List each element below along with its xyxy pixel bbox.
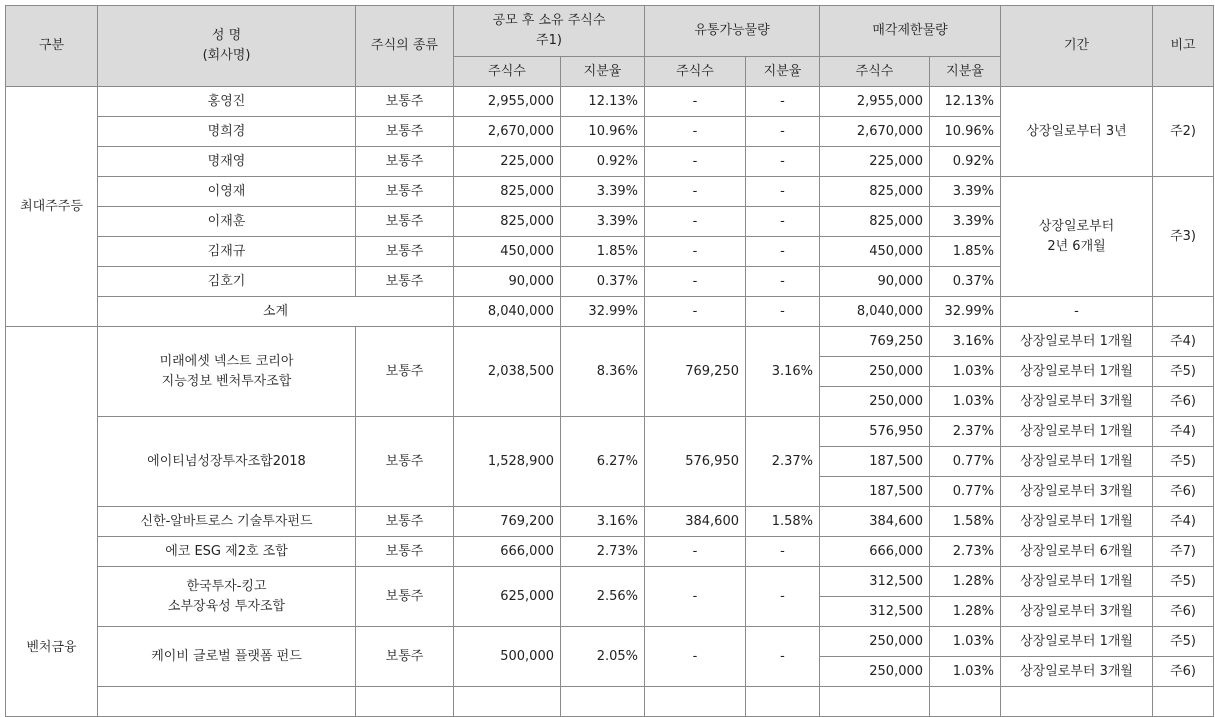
restricted-shares: 250,000	[820, 627, 930, 657]
empty-cell	[356, 687, 454, 717]
subtotal-period: -	[1001, 297, 1153, 327]
tradable-shares: -	[645, 537, 746, 567]
table-row	[6, 567, 1214, 597]
remark-note: 주2)	[1153, 87, 1214, 177]
header-post-ipo-shares: 주식수	[454, 57, 561, 87]
header-gubun: 구분	[6, 6, 98, 87]
lockup-period-line1: 상장일로부터	[1038, 218, 1115, 234]
post-ipo-shares: 450,000	[454, 237, 561, 267]
stock-type: 보통주	[356, 417, 454, 507]
stock-type: 보통주	[356, 147, 454, 177]
empty-cell	[645, 687, 746, 717]
group-label-major: 최대주주등	[6, 87, 98, 327]
table-body	[6, 87, 1214, 717]
subtotal-row	[6, 297, 1214, 327]
restricted-ratio: 2.37%	[930, 417, 1001, 447]
table-row-partial	[6, 687, 1214, 717]
stock-type: 보통주	[356, 567, 454, 627]
post-ipo-ratio: 3.39%	[561, 207, 645, 237]
remark-note: 주5)	[1153, 447, 1214, 477]
post-ipo-ratio: 8.36%	[561, 327, 645, 417]
restricted-shares: 250,000	[820, 657, 930, 687]
subtotal-shares: 8,040,000	[454, 297, 561, 327]
post-ipo-shares: 666,000	[454, 537, 561, 567]
stock-type: 보통주	[356, 627, 454, 687]
post-ipo-shares: 625,000	[454, 567, 561, 627]
post-ipo-shares: 769,200	[454, 507, 561, 537]
header-tradable: 유통가능물량	[645, 6, 820, 57]
restricted-shares: 312,500	[820, 567, 930, 597]
stock-type: 보통주	[356, 177, 454, 207]
restricted-ratio: 10.96%	[930, 117, 1001, 147]
empty-cell	[561, 687, 645, 717]
remark-note: 주6)	[1153, 657, 1214, 687]
remark-note: 주4)	[1153, 507, 1214, 537]
tradable-ratio: -	[746, 267, 820, 297]
post-ipo-shares: 2,670,000	[454, 117, 561, 147]
group-label-venture: 벤처금융	[6, 327, 98, 717]
subtotal-tradable-shares: -	[645, 297, 746, 327]
empty-cell	[1001, 687, 1153, 717]
holder-name: 명재영	[98, 147, 356, 177]
restricted-ratio: 3.39%	[930, 207, 1001, 237]
lockup-period: 상장일로부터 1개월	[1001, 417, 1153, 447]
lockup-period: 상장일로부터 3개월	[1001, 387, 1153, 417]
tradable-shares: -	[645, 207, 746, 237]
remark-note: 주4)	[1153, 327, 1214, 357]
lockup-period: 상장일로부터 6개월	[1001, 537, 1153, 567]
header-tradable-shares: 주식수	[645, 57, 746, 87]
header-restricted-shares: 주식수	[820, 57, 930, 87]
fund-name-line1: 한국투자-킹고	[186, 578, 267, 594]
tradable-shares: 384,600	[645, 507, 746, 537]
remark-note: 주6)	[1153, 387, 1214, 417]
stock-type: 보통주	[356, 327, 454, 417]
empty-cell	[746, 687, 820, 717]
tradable-ratio: -	[746, 537, 820, 567]
subtotal-note	[1153, 297, 1214, 327]
restricted-shares: 312,500	[820, 597, 930, 627]
tradable-ratio: -	[746, 117, 820, 147]
lockup-period: 상장일로부터 1개월	[1001, 507, 1153, 537]
tradable-shares: 576,950	[645, 417, 746, 507]
restricted-shares: 2,670,000	[820, 117, 930, 147]
restricted-shares: 225,000	[820, 147, 930, 177]
header-name-line1: 성 명	[211, 28, 242, 43]
tradable-ratio: -	[746, 87, 820, 117]
empty-cell	[820, 687, 930, 717]
table-row	[6, 87, 1214, 117]
restricted-ratio: 12.13%	[930, 87, 1001, 117]
stock-type: 보통주	[356, 267, 454, 297]
subtotal-ratio: 32.99%	[561, 297, 645, 327]
header-name	[98, 6, 356, 87]
tradable-ratio: -	[746, 207, 820, 237]
restricted-ratio: 1.28%	[930, 597, 1001, 627]
stock-type: 보통주	[356, 87, 454, 117]
lockup-period: 상장일로부터 1개월	[1001, 567, 1153, 597]
header-post-ipo-line2: 주1)	[536, 33, 562, 48]
remark-note: 주7)	[1153, 537, 1214, 567]
post-ipo-ratio: 2.73%	[561, 537, 645, 567]
remark-note: 주5)	[1153, 567, 1214, 597]
restricted-ratio: 1.58%	[930, 507, 1001, 537]
header-name-line2: (회사명)	[202, 48, 251, 63]
header-post-ipo-ratio: 지분율	[561, 57, 645, 87]
fund-name	[98, 567, 356, 627]
restricted-ratio: 3.16%	[930, 327, 1001, 357]
post-ipo-shares: 1,528,900	[454, 417, 561, 507]
tradable-shares: 769,250	[645, 327, 746, 417]
fund-name-line2: 소부장육성 투자조합	[167, 598, 286, 614]
fund-name-line2: 지능정보 벤처투자조합	[161, 373, 292, 389]
restricted-ratio: 0.77%	[930, 477, 1001, 507]
lockup-period-line2: 2년 6개월	[1047, 238, 1106, 254]
holder-name: 홍영진	[98, 87, 356, 117]
stock-type: 보통주	[356, 117, 454, 147]
holder-name: 김재규	[98, 237, 356, 267]
post-ipo-ratio: 0.37%	[561, 267, 645, 297]
restricted-ratio: 1.28%	[930, 567, 1001, 597]
post-ipo-ratio: 10.96%	[561, 117, 645, 147]
post-ipo-ratio: 1.85%	[561, 237, 645, 267]
lockup-period: 상장일로부터 3개월	[1001, 597, 1153, 627]
table-header	[6, 6, 1214, 87]
lockup-period	[1001, 177, 1153, 297]
tradable-shares: -	[645, 567, 746, 627]
restricted-shares: 576,950	[820, 417, 930, 447]
header-restricted-ratio: 지분율	[930, 57, 1001, 87]
empty-cell	[454, 687, 561, 717]
restricted-ratio: 3.39%	[930, 177, 1001, 207]
restricted-ratio: 1.03%	[930, 357, 1001, 387]
tradable-ratio: 2.37%	[746, 417, 820, 507]
header-post-ipo-line1: 공모 후 소유 주식수	[492, 13, 606, 28]
restricted-shares: 90,000	[820, 267, 930, 297]
post-ipo-shares: 500,000	[454, 627, 561, 687]
post-ipo-shares: 2,038,500	[454, 327, 561, 417]
post-ipo-ratio: 6.27%	[561, 417, 645, 507]
post-ipo-ratio: 3.39%	[561, 177, 645, 207]
restricted-ratio: 2.73%	[930, 537, 1001, 567]
empty-cell	[1153, 687, 1214, 717]
remark-note: 주4)	[1153, 417, 1214, 447]
restricted-ratio: 0.92%	[930, 147, 1001, 177]
holder-name: 이영재	[98, 177, 356, 207]
restricted-ratio: 0.37%	[930, 267, 1001, 297]
remark-note: 주5)	[1153, 627, 1214, 657]
post-ipo-shares: 825,000	[454, 207, 561, 237]
post-ipo-shares: 225,000	[454, 147, 561, 177]
lockup-period: 상장일로부터 1개월	[1001, 327, 1153, 357]
empty-cell	[930, 687, 1001, 717]
tradable-shares: -	[645, 87, 746, 117]
table-row	[6, 537, 1214, 567]
restricted-shares: 384,600	[820, 507, 930, 537]
header-tradable-ratio: 지분율	[746, 57, 820, 87]
post-ipo-ratio: 3.16%	[561, 507, 645, 537]
header-remarks: 비고	[1153, 6, 1214, 87]
table-row	[6, 417, 1214, 447]
remark-note: 주6)	[1153, 477, 1214, 507]
header-restricted: 매각제한물량	[820, 6, 1001, 57]
fund-name: 에이티넘성장투자조합2018	[98, 417, 356, 507]
tradable-ratio: -	[746, 237, 820, 267]
post-ipo-shares: 90,000	[454, 267, 561, 297]
restricted-shares: 769,250	[820, 327, 930, 357]
remark-note: 주5)	[1153, 357, 1214, 387]
restricted-ratio: 1.03%	[930, 657, 1001, 687]
table-row	[6, 177, 1214, 207]
restricted-shares: 187,500	[820, 477, 930, 507]
tradable-ratio: -	[746, 177, 820, 207]
restricted-shares: 666,000	[820, 537, 930, 567]
restricted-shares: 825,000	[820, 207, 930, 237]
holder-name: 김호기	[98, 267, 356, 297]
restricted-ratio: 1.03%	[930, 387, 1001, 417]
restricted-ratio: 0.77%	[930, 447, 1001, 477]
remark-note: 주6)	[1153, 597, 1214, 627]
restricted-shares: 187,500	[820, 447, 930, 477]
tradable-shares: -	[645, 267, 746, 297]
subtotal-restricted-ratio: 32.99%	[930, 297, 1001, 327]
header-period: 기간	[1001, 6, 1153, 87]
post-ipo-ratio: 12.13%	[561, 87, 645, 117]
lockup-period: 상장일로부터 1개월	[1001, 447, 1153, 477]
table-row	[6, 327, 1214, 357]
tradable-ratio: 1.58%	[746, 507, 820, 537]
remark-note: 주3)	[1153, 177, 1214, 297]
tradable-shares: -	[645, 177, 746, 207]
lockup-period: 상장일로부터 1개월	[1001, 357, 1153, 387]
table-row	[6, 507, 1214, 537]
tradable-shares: -	[645, 237, 746, 267]
restricted-ratio: 1.03%	[930, 627, 1001, 657]
stock-type: 보통주	[356, 537, 454, 567]
lockup-period: 상장일로부터 3년	[1001, 87, 1153, 177]
stock-type: 보통주	[356, 507, 454, 537]
fund-name: 케이비 글로벌 플랫폼 펀드	[98, 627, 356, 687]
tradable-ratio: 3.16%	[746, 327, 820, 417]
post-ipo-ratio: 2.56%	[561, 567, 645, 627]
post-ipo-shares: 2,955,000	[454, 87, 561, 117]
tradable-shares: -	[645, 147, 746, 177]
fund-name	[98, 327, 356, 417]
restricted-shares: 825,000	[820, 177, 930, 207]
fund-name-line1: 미래에셋 넥스트 코리아	[159, 353, 294, 369]
restricted-ratio: 1.85%	[930, 237, 1001, 267]
lockup-period: 상장일로부터 1개월	[1001, 627, 1153, 657]
post-ipo-ratio: 2.05%	[561, 627, 645, 687]
subtotal-restricted-shares: 8,040,000	[820, 297, 930, 327]
header-post-ipo	[454, 6, 645, 57]
lockup-shares-table	[5, 5, 1214, 717]
tradable-shares: -	[645, 627, 746, 687]
subtotal-tradable-ratio: -	[746, 297, 820, 327]
lockup-period: 상장일로부터 3개월	[1001, 477, 1153, 507]
tradable-ratio: -	[746, 567, 820, 627]
header-stock-type: 주식의 종류	[356, 6, 454, 87]
tradable-ratio: -	[746, 147, 820, 177]
lockup-period: 상장일로부터 3개월	[1001, 657, 1153, 687]
empty-cell	[98, 687, 356, 717]
fund-name: 신한-알바트로스 기술투자펀드	[98, 507, 356, 537]
stock-type: 보통주	[356, 237, 454, 267]
subtotal-label: 소계	[98, 297, 454, 327]
restricted-shares: 2,955,000	[820, 87, 930, 117]
tradable-shares: -	[645, 117, 746, 147]
fund-name: 에코 ESG 제2호 조합	[98, 537, 356, 567]
table-row	[6, 627, 1214, 657]
stock-type: 보통주	[356, 207, 454, 237]
post-ipo-ratio: 0.92%	[561, 147, 645, 177]
holder-name: 명희경	[98, 117, 356, 147]
restricted-shares: 450,000	[820, 237, 930, 267]
post-ipo-shares: 825,000	[454, 177, 561, 207]
restricted-shares: 250,000	[820, 387, 930, 417]
tradable-ratio: -	[746, 627, 820, 687]
holder-name: 이재훈	[98, 207, 356, 237]
restricted-shares: 250,000	[820, 357, 930, 387]
